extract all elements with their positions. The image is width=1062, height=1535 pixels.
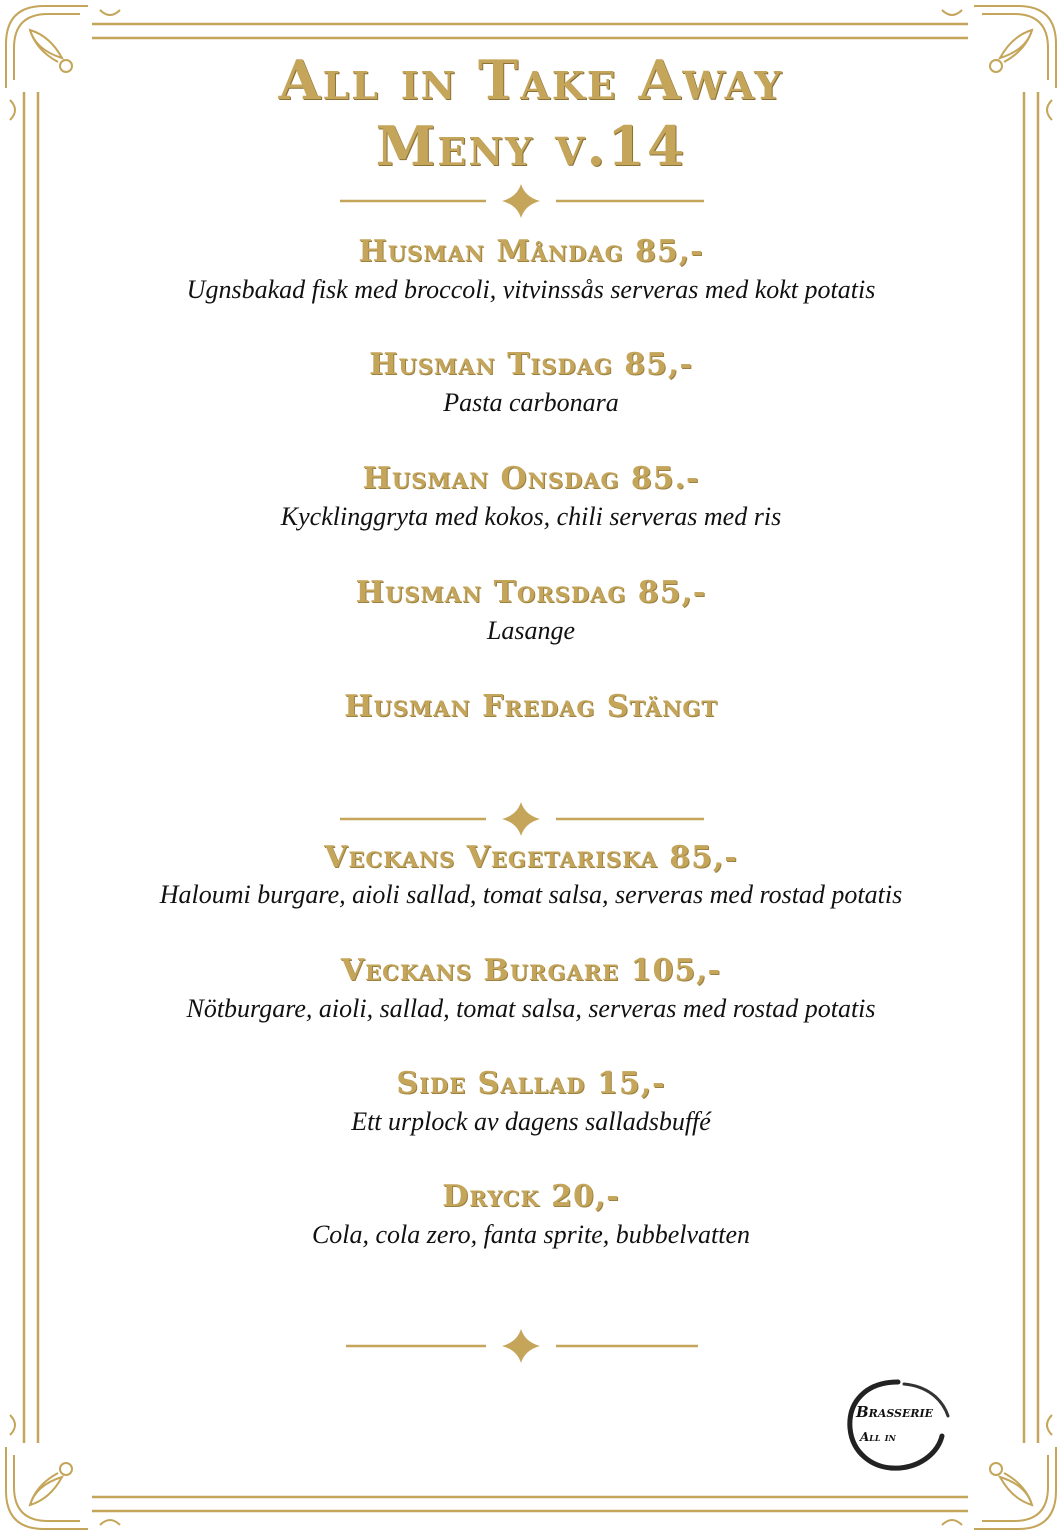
brasserie-logo-icon (842, 1378, 954, 1474)
menu-item-heading: Husman Onsdag 85.- (362, 461, 700, 496)
menu-item-description: Ugnsbakad fisk med broccoli, vitvinssås serveras med kokt potatis (186, 275, 876, 304)
menu-item-description: Haloumi burgare, aioli sallad, tomat salsa, serveras med rostad potatis (159, 880, 903, 909)
ornament-divider (0, 182, 1062, 222)
menu-item-heading: Husman Fredag Stängt (344, 689, 718, 724)
menu-subtitle: Meny v.14 (375, 114, 687, 178)
logo-text: Brasserie (856, 1403, 934, 1421)
menu-item-heading: Side Sallad 15,- (396, 1066, 666, 1101)
ornament-divider (0, 1327, 1062, 1367)
menu-item-heading: Husman Torsdag 85,- (355, 575, 707, 610)
logo-text: All in (860, 1430, 896, 1444)
menu-item-heading: Husman Tisdag 85,- (369, 347, 693, 382)
ornament-divider (0, 800, 1062, 840)
menu-item-description: Ett urplock av dagens salladsbuffé (351, 1107, 711, 1136)
menu-item-heading: Husman Måndag 85,- (358, 234, 704, 269)
menu-item-description: Lasange (486, 616, 576, 645)
menu-title: All in Take Away (278, 48, 784, 112)
menu-item-description: Cola, cola zero, fanta sprite, bubbelvatten (311, 1220, 751, 1249)
menu-item-heading: Veckans Burgare 105,- (340, 953, 722, 988)
menu-item-description: Kycklinggryta med kokos, chili serveras med ris (280, 502, 782, 531)
menu-item-description: Pasta carbonara (443, 388, 619, 417)
menu-item-heading: Dryck 20,- (442, 1179, 620, 1214)
menu-item-description: Nötburgare, aioli, sallad, tomat salsa, serveras med rostad potatis (186, 994, 876, 1023)
menu-item-heading: Veckans Vegetariska 85,- (324, 840, 738, 875)
